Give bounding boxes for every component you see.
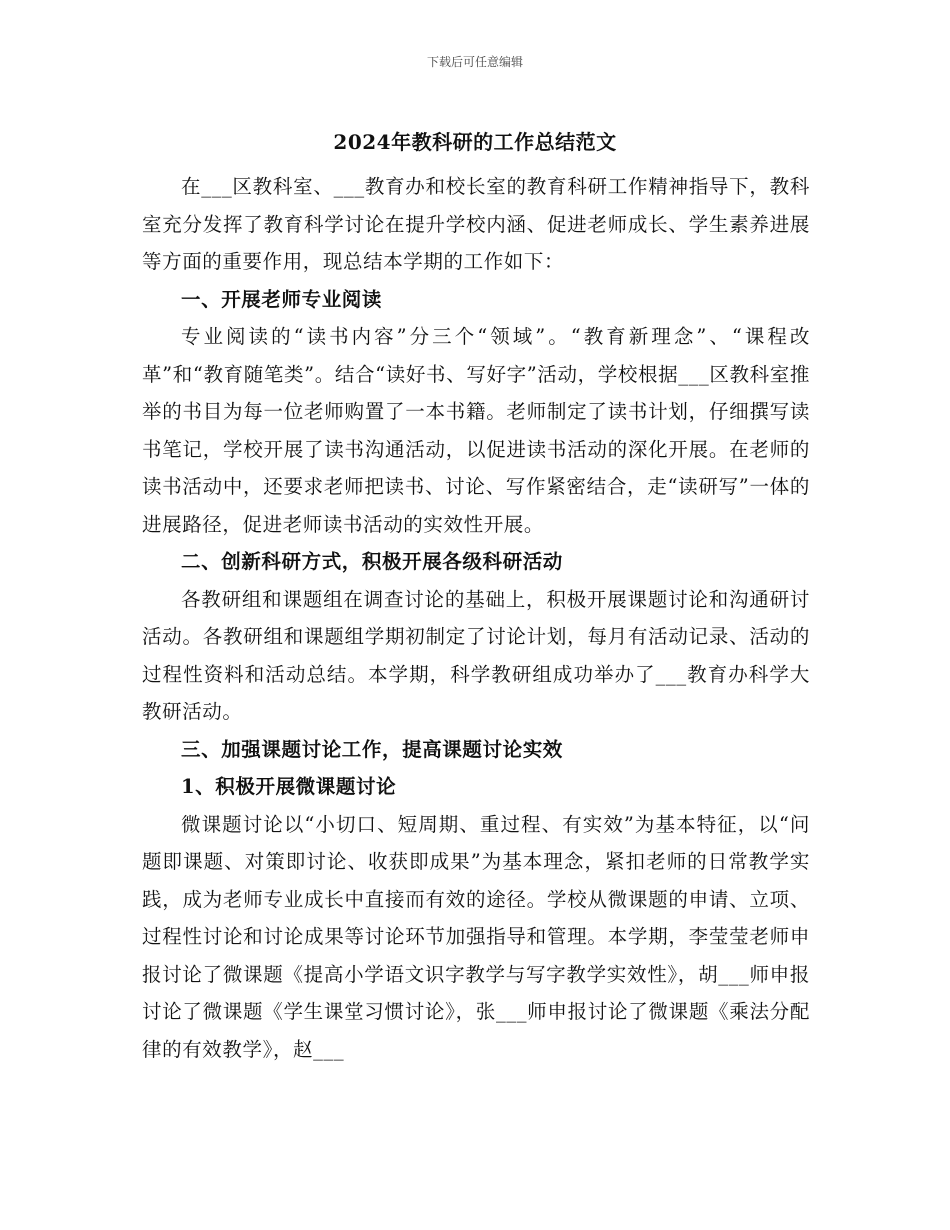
section3-sub1-paragraph: 微课题讨论以“小切口、短周期、重过程、有实效”为基本特征，以“问题即课题、对策即讨论、收获即成果”为基本理念，紧扣老师的日常教学实践，成为老师专业成长中直接而有效的途径。学校从微课题的申请、立项、过程性讨论和讨论成果等讨论环节加强指导和管理。本学期，李莹莹老师申报讨论了微课题《提高小学语文识字教学与写字教学实效性》，胡___师申报讨论了微课题《学生课堂习惯讨论》，张___师申报讨论了微课题《乘法分配律的有效教学》，赵___ bbox=[142, 812, 810, 1061]
section2-paragraph: 各教研组和课题组在调查讨论的基础上，积极开展课题讨论和沟通研讨活动。各教研组和课题组学期初制定了讨论计划，每月有活动记录、活动的过程性资料和活动总结。本学期，科学教研组成功举办了___教育办科学大教研活动。 bbox=[142, 587, 810, 723]
section1-paragraph: 专业阅读的“读书内容”分三个“领域”。“教育新理念”、“课程改革”和“教育随笔类”。结合“读好书、写好字”活动，学校根据___区教科室推举的书目为每一位老师购置了一本书籍。老师制定了读书计划，仔细撰写读书笔记，学校开展了读书沟通活动，以促进读书活动的深化开展。在老师的读书活动中，还要求老师把读书、讨论、写作紧密结合，走“读研写”一体的进展路径，促进老师读书活动的实效性开展。 bbox=[142, 325, 810, 536]
document-title: 2024年教科研的工作总结范文 bbox=[333, 130, 617, 154]
section3-sub1-heading: 1、积极开展微课题讨论 bbox=[181, 775, 397, 798]
header-note: 下载后可任意编辑 bbox=[426, 55, 523, 69]
intro-paragraph: 在___区教科室、___教育办和校长室的教育科研工作精神指导下，教科室充分发挥了教育科学讨论在提升学校内涵、促进老师成长、学生素养进展等方面的重要作用，现总结本学期的工作如下： bbox=[142, 175, 810, 273]
section3-heading: 三、加强课题讨论工作，提高课题讨论实效 bbox=[181, 737, 563, 761]
document-body bbox=[142, 168, 810, 1068]
section1-heading: 一、开展老师专业阅读 bbox=[181, 287, 383, 311]
section2-heading: 二、创新科研方式，积极开展各级科研活动 bbox=[181, 550, 563, 573]
